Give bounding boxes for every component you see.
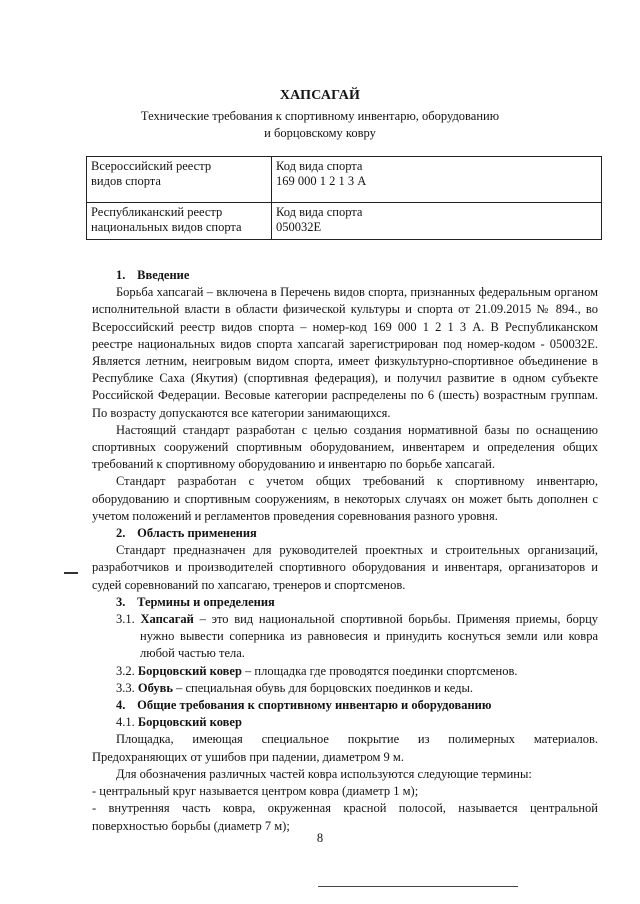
registry-name-cell [87,157,272,203]
registry-code-value: 169 000 1 2 1 3 А [276,174,367,188]
page-number: 8 [316,831,324,845]
section-title: Введение [137,268,190,282]
paragraph: Стандарт разработан с учетом общих требований к спортивному инвентарю, оборудованию и спортивным сооружениям, в некоторых случаях он может быть дополнен с учетом положений и регламентов проведения соревнования разного уровня. [92,474,598,523]
scan-mark [64,572,78,574]
subtitle-line: Технические требования к спортивному инвентарю, оборудованию [140,109,500,123]
document-body [92,267,598,835]
footer-line [318,886,518,887]
registry-code-label: Код вида спорта [276,159,363,173]
registry-row [87,157,602,203]
registry-name-line: Республиканский реестр [91,205,223,219]
subsection-title: Борцовский ковер [137,715,242,730]
section-number: 1. [116,268,126,282]
registry-name-line: видов спорта [91,174,161,188]
definition-item [92,663,598,680]
subsection-heading [92,714,598,731]
registry-code-cell [272,157,602,203]
registry-code-value: 050032Е [276,220,322,234]
section-heading [92,594,598,611]
definition-term: Борцовский ковер [137,663,242,678]
definition-text: – площадка где проводятся поединки спортсменов. [241,663,518,678]
definition-item [92,680,598,697]
registry-name-cell [87,203,272,240]
section-title: Общие требования к спортивному инвентарю и оборудованию [137,698,492,713]
paragraph: Площадка, имеющая специальное покрытие из полимерных материалов. Предохраняющих от ушибов при падении, диаметром 9 м. [92,732,598,764]
paragraph: Борьба хапсагай – включена в Перечень видов спорта, признанных федеральным органом исполнительной власти в области физической культуры и спорта от 21.09.2015 № 894., во Всероссийский реестр видов спорта – номер-код 169 000 1 2 1 3 А. В Республиканском реестре национальных видов спорта хапсагай зарегистрирован под номер-кодом - 050032Е. Является летним, неигровым видом спорта, имеет физкультурно-спортивное объединение в Республике Саха (Якутия) (спортивная федерация), и получил развитие в одном субъекте Российской Федерации. Весовые категории распределены по 6 (шесть) возрастным группам. По возрасту допускаются все категории занимающихся. [92,285,598,420]
paragraph: Настоящий стандарт разработан с целью создания нормативной базы по оснащению спортивных сооружений спортивным оборудованием, инвентарем и определения общих требований к спортивному оборудованию и инвентарю по борьбе хапсагай. [92,422,598,472]
definition-number: 3.2. [116,663,135,678]
subsection-number: 4.1. [116,715,135,730]
section-heading [92,267,598,284]
registry-name-line: национальных видов спорта [91,220,242,234]
registry-code-cell [272,203,602,240]
paragraph: Для обозначения различных частей ковра используются следующие термины: [116,766,532,781]
definition-term: Обувь [137,680,173,695]
section-heading [92,525,598,542]
definition-text: – специальная обувь для борцовских поединков и кеды. [172,680,474,695]
definition-text: – это вид национальной спортивной борьбы. Применяя приемы, борцу нужно вывести соперника из равновесия и принудить коснуться земли или ковра любой частью тела. [140,612,599,661]
definition-number: 3.1. [116,612,135,627]
definition-term: Хапсагай [140,612,194,627]
registry-code-label: Код вида спорта [276,205,363,219]
paragraph: Стандарт предназначен для руководителей проектных и строительных организаций, разработчиков и производителей спортивного оборудования и инвентаря, организаторов и судей соревнований по хапсагаю, тренеров и спортсменов. [92,543,598,592]
section-number: 2. [116,526,126,541]
definition-number: 3.3. [116,680,135,695]
registry-table [86,156,602,240]
section-number: 3. [116,594,126,609]
bullet-item: - внутренняя часть ковра, окруженная красной полосой, называется центральной поверхностью борьбы (диаметр 7 м); [92,801,598,833]
definition-item [92,611,598,663]
registry-name-line: Всероссийский реестр [91,159,212,173]
subtitle-line: и борцовскому ковру [264,126,376,140]
section-number: 4. [116,698,126,713]
section-title: Область применения [137,526,257,541]
section-heading [92,697,598,714]
bullet-item: - центральный круг называется центром ковра (диаметр 1 м); [92,784,419,799]
document-title: ХАПСАГАЙ [279,88,361,103]
registry-row [87,203,602,240]
section-title: Термины и определения [137,594,275,609]
document-subtitle [0,108,640,142]
